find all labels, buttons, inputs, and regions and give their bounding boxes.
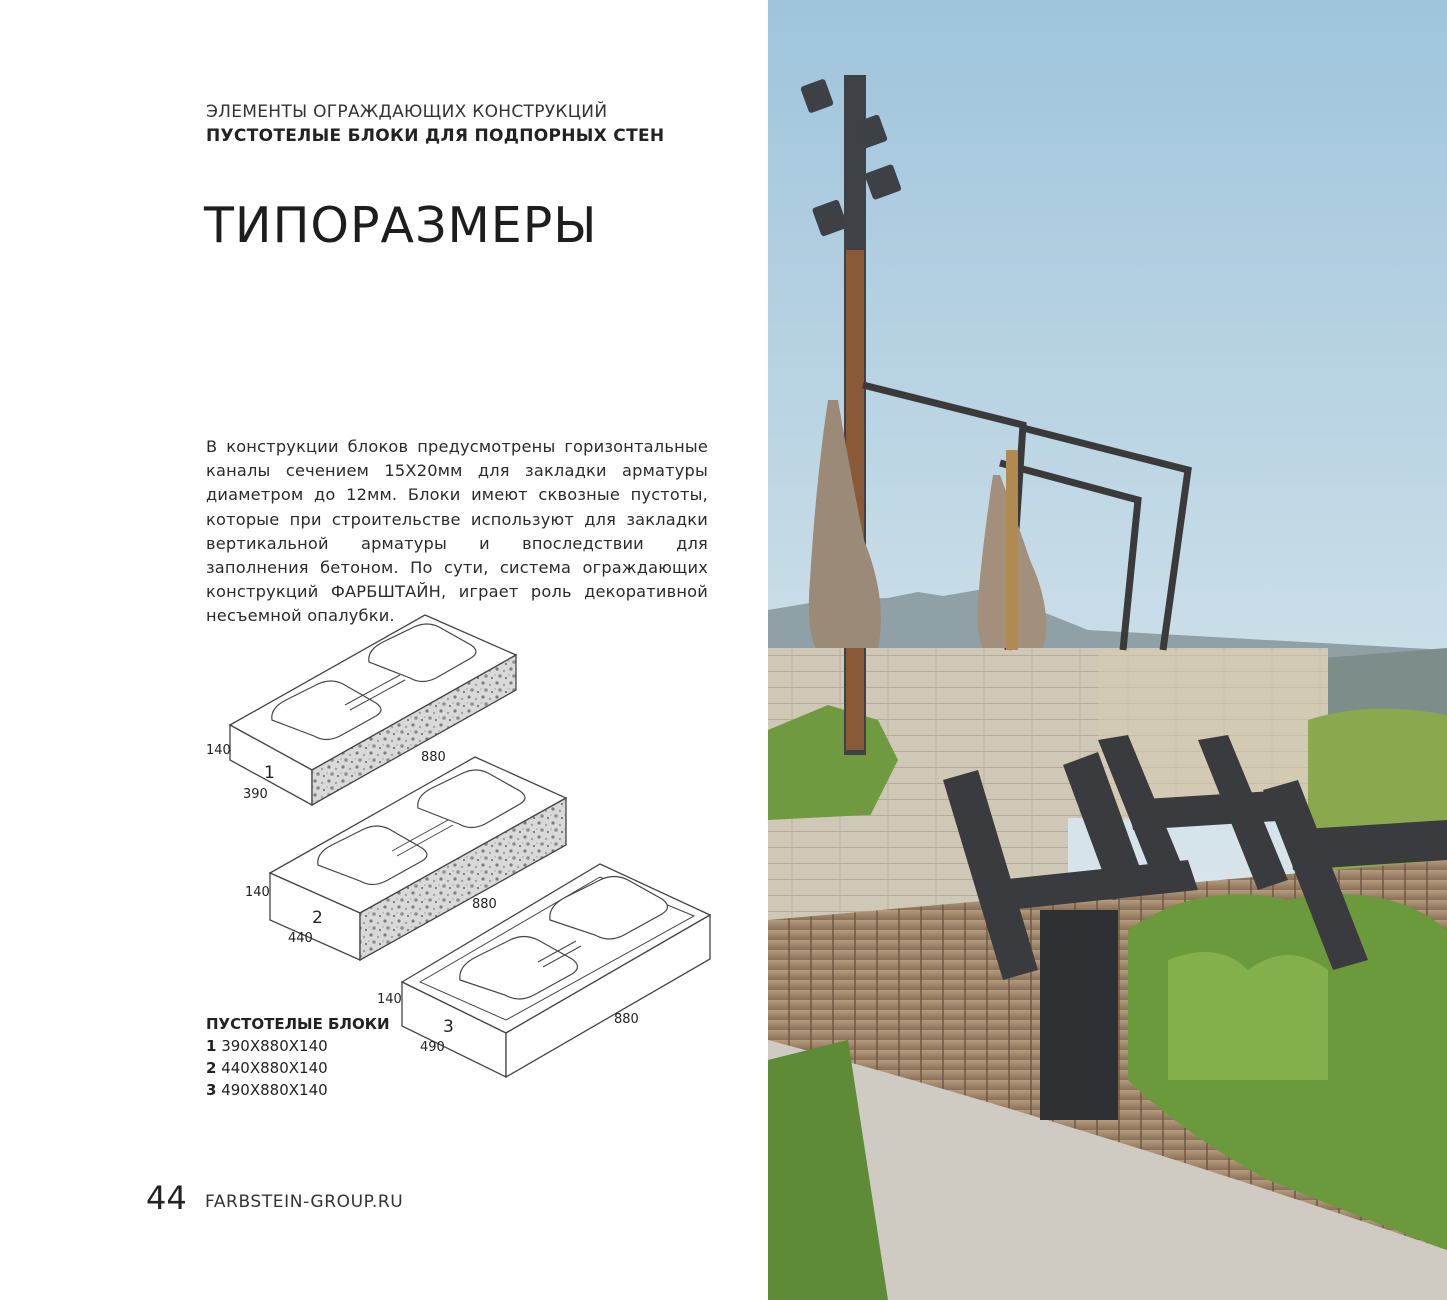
- legend-item-number: 1: [206, 1037, 217, 1055]
- block-1-height: 140: [206, 743, 231, 758]
- block-2-height: 140: [245, 885, 270, 900]
- legend-item-number: 2: [206, 1059, 217, 1077]
- block-1-width: 390: [243, 787, 268, 802]
- legend-title: ПУСТОТЕЛЫЕ БЛОКИ: [206, 1015, 390, 1033]
- block-2-number: 2: [312, 908, 323, 928]
- legend-item: [206, 1035, 390, 1057]
- legend-item-number: 3: [206, 1081, 217, 1099]
- legend-item-size: 440Х880Х140: [221, 1059, 328, 1077]
- section-header: [206, 100, 664, 148]
- subcategory-label: ПУСТОТЕЛЫЕ БЛОКИ ДЛЯ ПОДПОРНЫХ СТЕН: [206, 126, 665, 146]
- page-number: 44: [146, 1179, 187, 1217]
- legend-item-size: 490Х880Х140: [221, 1081, 328, 1099]
- block-2-length: 880: [472, 897, 497, 912]
- block-1-number: 1: [264, 763, 275, 783]
- legend-item-size: 390Х880Х140: [221, 1037, 328, 1055]
- description-paragraph: В конструкции блоков предусмотрены горизонтальные каналы сечением 15Х20мм для закладки арматуры диаметром до 12мм. Блоки имеют сквозные пустоты, которые при строительстве используют для закладки вертикальной арматуры и впоследствии для заполнения бетоном. По сути, система ограждающих конструкций ФАРБШТАЙН, играет роль декоративной несъемной опалубки.: [206, 437, 708, 626]
- terrace-photo: [768, 0, 1447, 1300]
- blocks-legend: [206, 1013, 390, 1101]
- terrace-illustration: [768, 0, 1447, 1300]
- legend-item: [206, 1057, 390, 1079]
- bollard-light: [1040, 910, 1118, 1120]
- block-3-number: 3: [443, 1017, 454, 1037]
- legend-item: [206, 1079, 390, 1101]
- website-url[interactable]: FARBSTEIN-GROUP.RU: [205, 1192, 404, 1212]
- block-3-width: 490: [420, 1040, 445, 1055]
- block-3-height: 140: [377, 992, 402, 1007]
- block-3-length: 880: [614, 1012, 639, 1027]
- block-2-width: 440: [288, 931, 313, 946]
- category-label: ЭЛЕМЕНТЫ ОГРАЖДАЮЩИХ КОНСТРУКЦИЙ: [206, 102, 608, 122]
- block-1-length: 880: [421, 750, 446, 765]
- page-title: ТИПОРАЗМЕРЫ: [204, 197, 598, 254]
